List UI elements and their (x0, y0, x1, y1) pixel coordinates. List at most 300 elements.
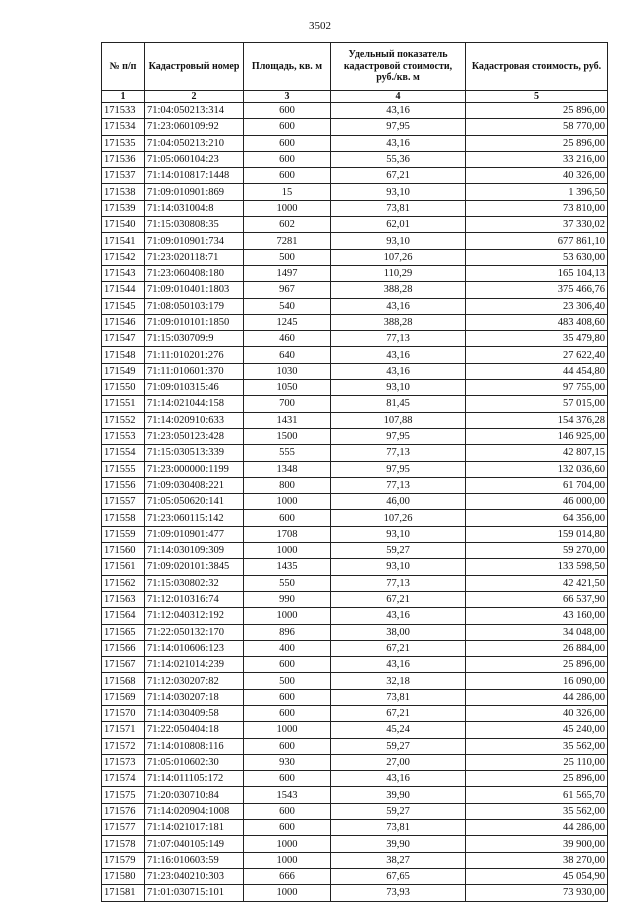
cadastral-number-cell: 71:14:010606:123 (145, 640, 244, 656)
row-number-cell: 171577 (102, 820, 145, 836)
unit-value-cell: 43,16 (331, 608, 466, 624)
unit-value-cell: 97,95 (331, 461, 466, 477)
unit-value-cell: 388,28 (331, 314, 466, 330)
area-cell: 800 (244, 477, 331, 493)
row-number-cell: 171539 (102, 200, 145, 216)
area-cell: 15 (244, 184, 331, 200)
header-cadastral-value: Кадастровая стоимость, руб. (466, 43, 608, 91)
area-cell: 1000 (244, 722, 331, 738)
cadastral-number-cell: 71:09:010901:869 (145, 184, 244, 200)
unit-value-cell: 43,16 (331, 135, 466, 151)
row-number-cell: 171566 (102, 640, 145, 656)
table-row (102, 885, 608, 901)
cadastral-number-cell: 71:09:010901:477 (145, 526, 244, 542)
cadastral-value-cell: 375 466,76 (466, 282, 608, 298)
cadastral-number-cell: 71:23:020118:71 (145, 249, 244, 265)
table-row (102, 233, 608, 249)
area-cell: 896 (244, 624, 331, 640)
area-cell: 1348 (244, 461, 331, 477)
cadastral-number-cell: 71:23:050123:428 (145, 428, 244, 444)
cadastral-value-cell: 146 925,00 (466, 428, 608, 444)
area-cell: 666 (244, 868, 331, 884)
cadastral-value-cell: 25 110,00 (466, 754, 608, 770)
area-cell: 1050 (244, 380, 331, 396)
area-cell: 1000 (244, 836, 331, 852)
area-cell: 500 (244, 249, 331, 265)
cadastral-number-cell: 71:15:030709:9 (145, 331, 244, 347)
cadastral-number-cell: 71:12:040312:192 (145, 608, 244, 624)
table-row (102, 477, 608, 493)
cadastral-number-cell: 71:09:010901:734 (145, 233, 244, 249)
unit-value-cell: 77,13 (331, 477, 466, 493)
cadastral-value-cell: 53 630,00 (466, 249, 608, 265)
area-cell: 1030 (244, 363, 331, 379)
table-row (102, 151, 608, 167)
cadastral-number-cell: 71:22:050132:170 (145, 624, 244, 640)
cadastral-value-cell: 59 270,00 (466, 543, 608, 559)
table-row (102, 184, 608, 200)
cadastral-number-cell: 71:14:021014:239 (145, 657, 244, 673)
cadastral-value-cell: 61 565,70 (466, 787, 608, 803)
row-number-cell: 171548 (102, 347, 145, 363)
cadastral-value-cell: 42 421,50 (466, 575, 608, 591)
cadastral-number-cell: 71:23:060115:142 (145, 510, 244, 526)
table-body (102, 103, 608, 902)
row-number-cell: 171535 (102, 135, 145, 151)
row-number-cell: 171557 (102, 494, 145, 510)
table-row (102, 461, 608, 477)
unit-value-cell: 67,21 (331, 640, 466, 656)
area-cell: 555 (244, 445, 331, 461)
unit-value-cell: 62,01 (331, 217, 466, 233)
table-row (102, 445, 608, 461)
cadastral-value-cell: 1 396,50 (466, 184, 608, 200)
cadastral-value-cell: 25 896,00 (466, 771, 608, 787)
unit-value-cell: 67,21 (331, 168, 466, 184)
cadastral-value-cell: 40 326,00 (466, 168, 608, 184)
cadastral-value-cell: 73 930,00 (466, 885, 608, 901)
area-cell: 600 (244, 103, 331, 119)
row-number-cell: 171550 (102, 380, 145, 396)
area-cell: 7281 (244, 233, 331, 249)
table-row (102, 640, 608, 656)
row-number-cell: 171541 (102, 233, 145, 249)
row-number-cell: 171533 (102, 103, 145, 119)
area-cell: 600 (244, 689, 331, 705)
cadastral-number-cell: 71:15:030808:35 (145, 217, 244, 233)
row-number-cell: 171564 (102, 608, 145, 624)
area-cell: 1000 (244, 852, 331, 868)
cadastral-number-cell: 71:14:020904:1008 (145, 803, 244, 819)
unit-value-cell: 77,13 (331, 445, 466, 461)
unit-value-cell: 46,00 (331, 494, 466, 510)
area-cell: 600 (244, 119, 331, 135)
row-number-cell: 171542 (102, 249, 145, 265)
column-number-row (102, 91, 608, 103)
row-number-cell: 171580 (102, 868, 145, 884)
area-cell: 1000 (244, 494, 331, 510)
cadastral-value-cell: 165 104,13 (466, 265, 608, 281)
row-number-cell: 171534 (102, 119, 145, 135)
table-row (102, 591, 608, 607)
table-row (102, 722, 608, 738)
table-row (102, 200, 608, 216)
cadastral-value-table (101, 42, 608, 902)
area-cell: 990 (244, 591, 331, 607)
row-number-cell: 171562 (102, 575, 145, 591)
area-cell: 700 (244, 396, 331, 412)
table-row (102, 771, 608, 787)
row-number-cell: 171579 (102, 852, 145, 868)
table-row (102, 657, 608, 673)
cadastral-value-cell: 677 861,10 (466, 233, 608, 249)
table-row (102, 787, 608, 803)
table-row (102, 559, 608, 575)
area-cell: 540 (244, 298, 331, 314)
cadastral-number-cell: 71:05:050620:141 (145, 494, 244, 510)
area-cell: 1431 (244, 412, 331, 428)
row-number-cell: 171575 (102, 787, 145, 803)
unit-value-cell: 43,16 (331, 298, 466, 314)
table-row (102, 575, 608, 591)
row-number-cell: 171567 (102, 657, 145, 673)
cadastral-value-cell: 35 562,00 (466, 803, 608, 819)
row-number-cell: 171537 (102, 168, 145, 184)
area-cell: 1708 (244, 526, 331, 542)
unit-value-cell: 93,10 (331, 559, 466, 575)
unit-value-cell: 45,24 (331, 722, 466, 738)
table-row (102, 754, 608, 770)
cadastral-number-cell: 71:16:010603:59 (145, 852, 244, 868)
unit-value-cell: 73,81 (331, 200, 466, 216)
cadastral-value-cell: 44 286,00 (466, 689, 608, 705)
row-number-cell: 171560 (102, 543, 145, 559)
cadastral-value-cell: 45 240,00 (466, 722, 608, 738)
row-number-cell: 171552 (102, 412, 145, 428)
cadastral-value-cell: 57 015,00 (466, 396, 608, 412)
table-row (102, 168, 608, 184)
row-number-cell: 171572 (102, 738, 145, 754)
row-number-cell: 171570 (102, 705, 145, 721)
unit-value-cell: 43,16 (331, 103, 466, 119)
cadastral-number-cell: 71:14:031004:8 (145, 200, 244, 216)
table-row (102, 608, 608, 624)
cadastral-value-cell: 44 454,80 (466, 363, 608, 379)
cadastral-value-cell: 35 479,80 (466, 331, 608, 347)
cadastral-number-cell: 71:09:010315:46 (145, 380, 244, 396)
unit-value-cell: 43,16 (331, 347, 466, 363)
table-row (102, 624, 608, 640)
unit-value-cell: 59,27 (331, 738, 466, 754)
unit-value-cell: 38,00 (331, 624, 466, 640)
table-row (102, 347, 608, 363)
area-cell: 600 (244, 151, 331, 167)
cadastral-value-cell: 154 376,28 (466, 412, 608, 428)
table-row (102, 363, 608, 379)
cadastral-value-cell: 133 598,50 (466, 559, 608, 575)
cadastral-number-cell: 71:14:020910:633 (145, 412, 244, 428)
table-row (102, 396, 608, 412)
cadastral-value-cell: 46 000,00 (466, 494, 608, 510)
unit-value-cell: 93,10 (331, 526, 466, 542)
header-row-number: № п/п (102, 43, 145, 91)
table-row (102, 803, 608, 819)
cadastral-number-cell: 71:05:010602:30 (145, 754, 244, 770)
unit-value-cell: 388,28 (331, 282, 466, 298)
row-number-cell: 171581 (102, 885, 145, 901)
unit-value-cell: 39,90 (331, 836, 466, 852)
cadastral-number-cell: 71:14:030409:58 (145, 705, 244, 721)
row-number-cell: 171578 (102, 836, 145, 852)
table-row (102, 705, 608, 721)
cadastral-number-cell: 71:14:021017:181 (145, 820, 244, 836)
cadastral-number-cell: 71:14:030109:309 (145, 543, 244, 559)
row-number-cell: 171544 (102, 282, 145, 298)
area-cell: 460 (244, 331, 331, 347)
table-header-row (102, 43, 608, 91)
cadastral-number-cell: 71:12:030207:82 (145, 673, 244, 689)
row-number-cell: 171565 (102, 624, 145, 640)
area-cell: 1543 (244, 787, 331, 803)
row-number-cell: 171538 (102, 184, 145, 200)
cadastral-value-cell: 66 537,90 (466, 591, 608, 607)
header-unit-value: Удельный показатель кадастровой стоимости, руб./кв. м (331, 43, 466, 91)
unit-value-cell: 43,16 (331, 363, 466, 379)
row-number-cell: 171558 (102, 510, 145, 526)
table-row (102, 673, 608, 689)
unit-value-cell: 27,00 (331, 754, 466, 770)
table-row (102, 868, 608, 884)
cadastral-number-cell: 71:05:060104:23 (145, 151, 244, 167)
cadastral-number-cell: 71:23:000000:1199 (145, 461, 244, 477)
cadastral-value-cell: 38 270,00 (466, 852, 608, 868)
row-number-cell: 171559 (102, 526, 145, 542)
area-cell: 600 (244, 510, 331, 526)
unit-value-cell: 59,27 (331, 803, 466, 819)
table-row (102, 314, 608, 330)
cadastral-value-cell: 25 896,00 (466, 657, 608, 673)
cadastral-value-cell: 45 054,90 (466, 868, 608, 884)
unit-value-cell: 81,45 (331, 396, 466, 412)
area-cell: 500 (244, 673, 331, 689)
cadastral-number-cell: 71:12:010316:74 (145, 591, 244, 607)
cadastral-value-cell: 26 884,00 (466, 640, 608, 656)
cadastral-value-cell: 39 900,00 (466, 836, 608, 852)
area-cell: 640 (244, 347, 331, 363)
unit-value-cell: 67,65 (331, 868, 466, 884)
cadastral-number-cell: 71:14:010808:116 (145, 738, 244, 754)
area-cell: 1435 (244, 559, 331, 575)
row-number-cell: 171555 (102, 461, 145, 477)
cadastral-number-cell: 71:07:040105:149 (145, 836, 244, 852)
unit-value-cell: 93,10 (331, 380, 466, 396)
area-cell: 1000 (244, 200, 331, 216)
area-cell: 600 (244, 657, 331, 673)
unit-value-cell: 73,81 (331, 820, 466, 836)
table-row (102, 412, 608, 428)
table-row (102, 119, 608, 135)
row-number-cell: 171571 (102, 722, 145, 738)
table-row (102, 103, 608, 119)
cadastral-number-cell: 71:23:040210:303 (145, 868, 244, 884)
row-number-cell: 171545 (102, 298, 145, 314)
area-cell: 600 (244, 135, 331, 151)
area-cell: 1500 (244, 428, 331, 444)
unit-value-cell: 93,10 (331, 184, 466, 200)
cadastral-number-cell: 71:15:030513:339 (145, 445, 244, 461)
area-cell: 600 (244, 705, 331, 721)
area-cell: 967 (244, 282, 331, 298)
area-cell: 1245 (244, 314, 331, 330)
area-cell: 1000 (244, 885, 331, 901)
cadastral-value-cell: 58 770,00 (466, 119, 608, 135)
table-row (102, 494, 608, 510)
area-cell: 600 (244, 168, 331, 184)
cadastral-value-cell: 25 896,00 (466, 135, 608, 151)
cadastral-value-cell: 73 810,00 (466, 200, 608, 216)
unit-value-cell: 107,88 (331, 412, 466, 428)
column-number: 4 (331, 91, 466, 103)
row-number-cell: 171546 (102, 314, 145, 330)
table-row (102, 135, 608, 151)
unit-value-cell: 107,26 (331, 510, 466, 526)
row-number-cell: 171551 (102, 396, 145, 412)
cadastral-value-cell: 64 356,00 (466, 510, 608, 526)
header-area: Площадь, кв. м (244, 43, 331, 91)
cadastral-value-cell: 40 326,00 (466, 705, 608, 721)
unit-value-cell: 110,29 (331, 265, 466, 281)
cadastral-number-cell: 71:14:021044:158 (145, 396, 244, 412)
table-row (102, 331, 608, 347)
cadastral-value-cell: 23 306,40 (466, 298, 608, 314)
unit-value-cell: 38,27 (331, 852, 466, 868)
area-cell: 600 (244, 771, 331, 787)
column-number: 3 (244, 91, 331, 103)
table-row (102, 380, 608, 396)
unit-value-cell: 43,16 (331, 657, 466, 673)
row-number-cell: 171549 (102, 363, 145, 379)
unit-value-cell: 77,13 (331, 575, 466, 591)
unit-value-cell: 39,90 (331, 787, 466, 803)
row-number-cell: 171569 (102, 689, 145, 705)
table-row (102, 298, 608, 314)
cadastral-number-cell: 71:20:030710:84 (145, 787, 244, 803)
row-number-cell: 171576 (102, 803, 145, 819)
table-row (102, 249, 608, 265)
cadastral-value-cell: 25 896,00 (466, 103, 608, 119)
row-number-cell: 171556 (102, 477, 145, 493)
cadastral-value-cell: 33 216,00 (466, 151, 608, 167)
cadastral-number-cell: 71:09:010101:1850 (145, 314, 244, 330)
row-number-cell: 171547 (102, 331, 145, 347)
table-row (102, 820, 608, 836)
area-cell: 600 (244, 738, 331, 754)
table-row (102, 428, 608, 444)
unit-value-cell: 43,16 (331, 771, 466, 787)
header-cadastral-number: Кадастровый номер (145, 43, 244, 91)
row-number-cell: 171568 (102, 673, 145, 689)
cadastral-number-cell: 71:04:050213:314 (145, 103, 244, 119)
unit-value-cell: 67,21 (331, 705, 466, 721)
area-cell: 1000 (244, 608, 331, 624)
cadastral-value-cell: 159 014,80 (466, 526, 608, 542)
unit-value-cell: 77,13 (331, 331, 466, 347)
cadastral-number-cell: 71:04:050213:210 (145, 135, 244, 151)
table-row (102, 543, 608, 559)
page-number: 3502 (309, 20, 331, 32)
table-row (102, 526, 608, 542)
cadastral-number-cell: 71:15:030802:32 (145, 575, 244, 591)
cadastral-number-cell: 71:09:010401:1803 (145, 282, 244, 298)
unit-value-cell: 97,95 (331, 119, 466, 135)
cadastral-number-cell: 71:23:060408:180 (145, 265, 244, 281)
cadastral-value-cell: 16 090,00 (466, 673, 608, 689)
cadastral-value-cell: 34 048,00 (466, 624, 608, 640)
row-number-cell: 171554 (102, 445, 145, 461)
table-row (102, 689, 608, 705)
area-cell: 1497 (244, 265, 331, 281)
area-cell: 930 (244, 754, 331, 770)
unit-value-cell: 73,81 (331, 689, 466, 705)
cadastral-number-cell: 71:11:010601:370 (145, 363, 244, 379)
row-number-cell: 171543 (102, 265, 145, 281)
unit-value-cell: 32,18 (331, 673, 466, 689)
row-number-cell: 171561 (102, 559, 145, 575)
cadastral-value-cell: 43 160,00 (466, 608, 608, 624)
cadastral-number-cell: 71:09:020101:3845 (145, 559, 244, 575)
table-row (102, 738, 608, 754)
area-cell: 600 (244, 820, 331, 836)
cadastral-value-cell: 97 755,00 (466, 380, 608, 396)
cadastral-number-cell: 71:23:060109:92 (145, 119, 244, 135)
column-number: 5 (466, 91, 608, 103)
unit-value-cell: 107,26 (331, 249, 466, 265)
row-number-cell: 171536 (102, 151, 145, 167)
cadastral-number-cell: 71:14:010817:1448 (145, 168, 244, 184)
row-number-cell: 171540 (102, 217, 145, 233)
unit-value-cell: 97,95 (331, 428, 466, 444)
unit-value-cell: 93,10 (331, 233, 466, 249)
cadastral-number-cell: 71:08:050103:179 (145, 298, 244, 314)
area-cell: 602 (244, 217, 331, 233)
cadastral-number-cell: 71:01:030715:101 (145, 885, 244, 901)
cadastral-number-cell: 71:14:011105:172 (145, 771, 244, 787)
table-row (102, 510, 608, 526)
cadastral-value-cell: 35 562,00 (466, 738, 608, 754)
row-number-cell: 171553 (102, 428, 145, 444)
area-cell: 600 (244, 803, 331, 819)
unit-value-cell: 73,93 (331, 885, 466, 901)
area-cell: 1000 (244, 543, 331, 559)
row-number-cell: 171574 (102, 771, 145, 787)
column-number: 2 (145, 91, 244, 103)
cadastral-value-cell: 42 807,15 (466, 445, 608, 461)
row-number-cell: 171573 (102, 754, 145, 770)
cadastral-number-cell: 71:22:050404:18 (145, 722, 244, 738)
cadastral-number-cell: 71:14:030207:18 (145, 689, 244, 705)
row-number-cell: 171563 (102, 591, 145, 607)
area-cell: 550 (244, 575, 331, 591)
table-row (102, 836, 608, 852)
table-row (102, 217, 608, 233)
table-row (102, 265, 608, 281)
cadastral-value-cell: 61 704,00 (466, 477, 608, 493)
unit-value-cell: 55,36 (331, 151, 466, 167)
cadastral-number-cell: 71:11:010201:276 (145, 347, 244, 363)
table-row (102, 282, 608, 298)
cadastral-value-cell: 44 286,00 (466, 820, 608, 836)
cadastral-value-cell: 483 408,60 (466, 314, 608, 330)
